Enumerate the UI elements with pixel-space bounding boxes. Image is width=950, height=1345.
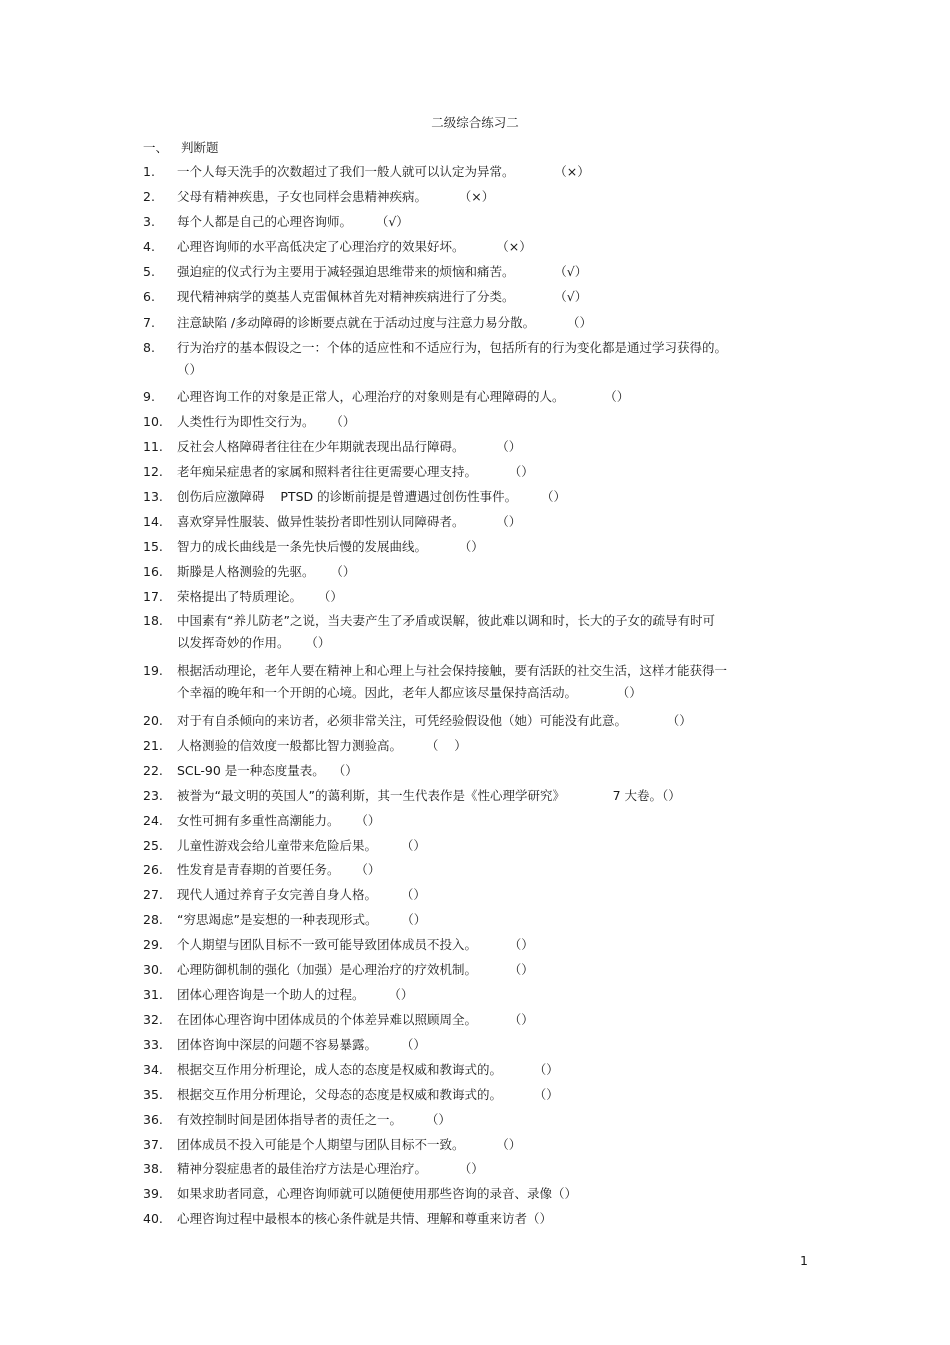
question-number: 13. [143,489,163,504]
question-text: 心理咨询工作的对象是正常人，心理治疗的对象则是有心理障碍的人。 （） [177,389,630,404]
question-item [143,859,753,881]
question-text: 根据活动理论，老年人要在精神上和心理上与社会保持接触，要有活跃的社交生活，这样才能获得一 个幸福的晚年和一个开朗的心境。因此，老年人都应该尽量保持高活动。 （） [177,663,728,700]
question-item [143,161,753,183]
question-number: 12. [143,464,163,479]
question-item [143,760,753,782]
question-number: 36. [143,1112,163,1127]
question-text: 团体成员不投入可能是个人期望与团队目标不一致。 （） [177,1137,522,1152]
question-number: 3. [143,214,155,229]
question-number: 26. [143,862,163,877]
question-number: 34. [143,1062,163,1077]
question-item [143,1034,753,1056]
question-number: 39. [143,1186,163,1201]
question-number: 6. [143,289,155,304]
question-text: 根据交互作用分析理论，成人态的态度是权威和教诲式的。 （） [177,1062,559,1077]
question-item [143,884,753,906]
question-text: 精神分裂症患者的最佳治疗方法是心理治疗。 （） [177,1161,484,1176]
question-text: 性发育是青春期的首要任务。 （） [177,862,381,877]
question-text: 女性可拥有多重性高潮能力。 （） [177,813,381,828]
question-item [143,710,753,732]
document-title: 二级综合练习二 [431,115,519,130]
question-number: 38. [143,1161,163,1176]
question-number: 22. [143,763,163,778]
question-item [143,1158,753,1180]
question-text: 在团体心理咨询中团体成员的个体差异难以照顾周全。 （） [177,1012,534,1027]
question-number: 18. [143,613,163,628]
question-item [143,586,753,608]
question-item [143,909,753,931]
section-number: 一、 [143,140,169,155]
question-number: 16. [143,564,163,579]
question-number: 8. [143,340,155,355]
question-number: 9. [143,389,155,404]
question-number: 23. [143,788,163,803]
question-item [143,810,753,832]
question-item [143,211,753,233]
question-item [143,610,753,654]
question-number: 24. [143,813,163,828]
question-item [143,261,753,283]
question-number: 31. [143,987,163,1002]
question-number: 1. [143,164,155,179]
question-text: 斯滕是人格测验的先驱。 （） [177,564,356,579]
question-text: 一个人每天洗手的次数超过了我们一般人就可以认定为异常。 （×） [177,164,590,179]
question-item [143,386,753,408]
question-text: 心理咨询过程中最根本的核心条件就是共情、理解和尊重来访者（） [177,1211,553,1226]
question-number: 21. [143,738,163,753]
question-item [143,286,753,308]
question-item [143,1208,753,1230]
question-text: 反社会人格障碍者往往在少年期就表现出品行障碍。 （） [177,439,522,454]
question-item [143,959,753,981]
question-number: 29. [143,937,163,952]
question-item [143,561,753,583]
question-item [143,660,753,704]
section-heading [143,138,219,156]
question-number: 2. [143,189,155,204]
question-number: 27. [143,887,163,902]
question-number: 10. [143,414,163,429]
question-text: 现代人通过养育子女完善自身人格。 （） [177,887,426,902]
question-text: 每个人都是自己的心理咨询师。 （√） [177,214,409,229]
question-text: 心理咨询师的水平高低决定了心理治疗的效果好坏。 （×） [177,239,532,254]
question-text: 创伤后应激障碍 PTSD 的诊断前提是曾遭遇过创伤性事件。 （） [177,489,566,504]
question-item [143,1134,753,1156]
question-text: 父母有精神疾患，子女也同样会患精神疾病。 （×） [177,189,495,204]
question-number: 4. [143,239,155,254]
question-text: 对于有自杀倾向的来访者，必须非常关注，可凭经验假设他（她）可能没有此意。 （） [177,713,692,728]
question-number: 5. [143,264,155,279]
question-item [143,436,753,458]
question-text: 老年痴呆症患者的家属和照料者往往更需要心理支持。 （） [177,464,534,479]
question-item [143,536,753,558]
question-item [143,785,753,807]
question-text: 被誉为“最文明的英国人”的蔼利斯，其一生代表作是《性心理学研究》 7 大卷。（） [177,788,681,803]
question-number: 37. [143,1137,163,1152]
question-item [143,461,753,483]
question-text: 团体心理咨询是一个助人的过程。 （） [177,987,414,1002]
question-number: 40. [143,1211,163,1226]
question-text: SCL-90 是一种态度量表。 （） [177,763,358,778]
question-item [143,186,753,208]
question-number: 11. [143,439,163,454]
question-text: “穷思竭虑”是妄想的一种表现形式。 （） [177,912,427,927]
question-number: 30. [143,962,163,977]
question-item [143,486,753,508]
question-text: 喜欢穿异性服装、做异性装扮者即性别认同障碍者。 （） [177,514,522,529]
question-text: 荣格提出了特质理论。 （） [177,589,343,604]
question-text: 现代精神病学的奠基人克雷佩林首先对精神疾病进行了分类。 （√） [177,289,588,304]
question-text: 儿童性游戏会给儿童带来危险后果。 （） [177,838,426,853]
page-number: 1 [800,1253,808,1268]
question-item [143,835,753,857]
question-text: 个人期望与团队目标不一致可能导致团体成员不投入。 （） [177,937,534,952]
question-item [143,1109,753,1131]
question-text: 如果求助者同意，心理咨询师就可以随便使用那些咨询的录音、录像（） [177,1186,578,1201]
question-number: 7. [143,315,155,330]
question-text: 人类性行为即性交行为。 （） [177,414,356,429]
question-item [143,337,753,381]
question-number: 25. [143,838,163,853]
section-label: 判断题 [180,140,219,155]
question-text: 智力的成长曲线是一条先快后慢的发展曲线。 （） [177,539,484,554]
question-number: 33. [143,1037,163,1052]
question-item [143,1009,753,1031]
question-number: 15. [143,539,163,554]
question-text: 心理防御机制的强化（加强）是心理治疗的疗效机制。 （） [177,962,534,977]
question-number: 32. [143,1012,163,1027]
question-item [143,984,753,1006]
question-item [143,236,753,258]
question-number: 28. [143,912,163,927]
question-text: 中国素有“养儿防老”之说，当夫妻产生了矛盾或误解，彼此难以调和时，长大的子女的疏导有时可 以发挥奇妙的作用。 （） [177,613,715,650]
question-text: 行为治疗的基本假设之一：个体的适应性和不适应行为，包括所有的行为变化都是通过学习获得的。 （） [177,340,728,377]
question-item [143,735,753,757]
question-item [143,934,753,956]
question-number: 19. [143,663,163,678]
question-number: 17. [143,589,163,604]
question-item [143,1084,753,1106]
question-text: 有效控制时间是团体指导者的责任之一。 （） [177,1112,451,1127]
question-item [143,312,753,334]
question-text: 人格测验的信效度一般都比智力测验高。 （ ） [177,738,467,753]
question-number: 20. [143,713,163,728]
question-item [143,1183,753,1205]
question-item [143,1059,753,1081]
question-number: 14. [143,514,163,529]
question-item [143,411,753,433]
question-text: 强迫症的仪式行为主要用于减轻强迫思维带来的烦恼和痛苦。 （√） [177,264,588,279]
question-number: 35. [143,1087,163,1102]
question-text: 根据交互作用分析理论，父母态的态度是权威和教诲式的。 （） [177,1087,559,1102]
question-text: 注意缺陷 /多动障碍的诊断要点就在于活动过度与注意力易分散。 （） [177,315,592,330]
question-text: 团体咨询中深层的问题不容易暴露。 （） [177,1037,426,1052]
question-item [143,511,753,533]
